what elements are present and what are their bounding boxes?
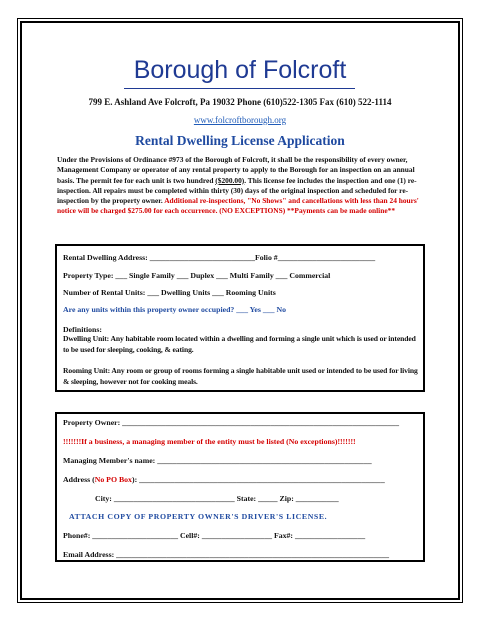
address-label: Address ( [63,475,95,484]
business-note: !!!!!!!If a business, a managing member of the entity must be listed (No exceptions)!!!!!!! [63,437,356,446]
reinspection-warning: Additional re-inspections, "No Shows" and cancellations with less than 24 hours' notice will be charged $275.00 for each occurrence. (NO EXCEPTIONS) **Payments can be made online** [57,196,419,216]
definitions-heading: Definitions: [63,325,102,334]
rental-units-field[interactable]: Number of Rental Units: ___ Dwelling Units ___ Rooming Units [63,288,276,297]
rental-address-field[interactable]: Rental Dwelling Address: ___________________________Folio #_________________________ [63,253,376,262]
property-owner-section [55,412,425,562]
property-type-field[interactable]: Property Type: ___ Single Family ___ Duplex ___ Multi Family ___ Commercial [63,271,331,280]
intro-text-before-fee: Under the Provisions of Ordinance #973 of the Borough of Folcroft, it shall be the responsibility of every owner, Management Company or operator of any rental property to apply to the Borough for an inspection on an annual basis. The permit fee for each unit is two hundred [57,155,415,185]
attach-license-note: ATTACH COPY OF PROPERTY OWNER'S DRIVER'S LICENSE. [69,512,328,521]
form-title: Rental Dwelling License Application [135,133,345,148]
email-address-field[interactable]: Email Address: ______________________________________________________________________ [63,550,390,559]
rental-dwelling-section [55,244,425,392]
rooming-unit-definition: Rooming Unit: Any room or group of rooms forming a single habitable unit used or intended to be used for living & sleeping, however not for cooking meals. [63,366,418,386]
no-po-box-note: No PO Box [94,475,132,484]
intro-paragraph [57,155,425,217]
dwelling-unit-definition: Dwelling Unit: Any habitable room located within a dwelling and forming a single unit which is used or intended to be used for sleeping, cooking, & eating. [63,334,416,354]
title-underline [124,88,355,89]
managing-member-field[interactable]: Managing Member's name: _______________________________________________________ [63,456,372,465]
website-link[interactable]: www.folcroftborough.org [193,115,287,125]
intro-text-after-fee: . This license fee includes the inspection and one (1) re-inspection. All repairs must be completed within thirty (30) days of the original inspection and scheduled for re-inspection by the property owner. [57,175,417,206]
address-blank: ): _______________________________________________________________ [131,475,385,484]
owner-occupied-field[interactable]: Are any units within this property owner occupied? ___ Yes ___ No [63,305,287,314]
permit-fee: ($200.00) [215,175,245,185]
owner-address-field[interactable] [63,475,385,484]
property-owner-field[interactable]: Property Owner: _______________________________________________________________________ [63,418,399,427]
borough-title: Borough of Folcroft [133,56,347,84]
borough-address: 799 E. Ashland Ave Folcroft, Pa 19032 Phone (610)522-1305 Fax (610) 522-1114 [88,97,392,107]
phone-cell-fax-field[interactable]: Phone#: ______________________ Cell#: __________________ Fax#: __________________ [63,531,366,540]
city-state-zip-field[interactable]: City: _______________________________ State: _____ Zip: ___________ [95,494,339,503]
